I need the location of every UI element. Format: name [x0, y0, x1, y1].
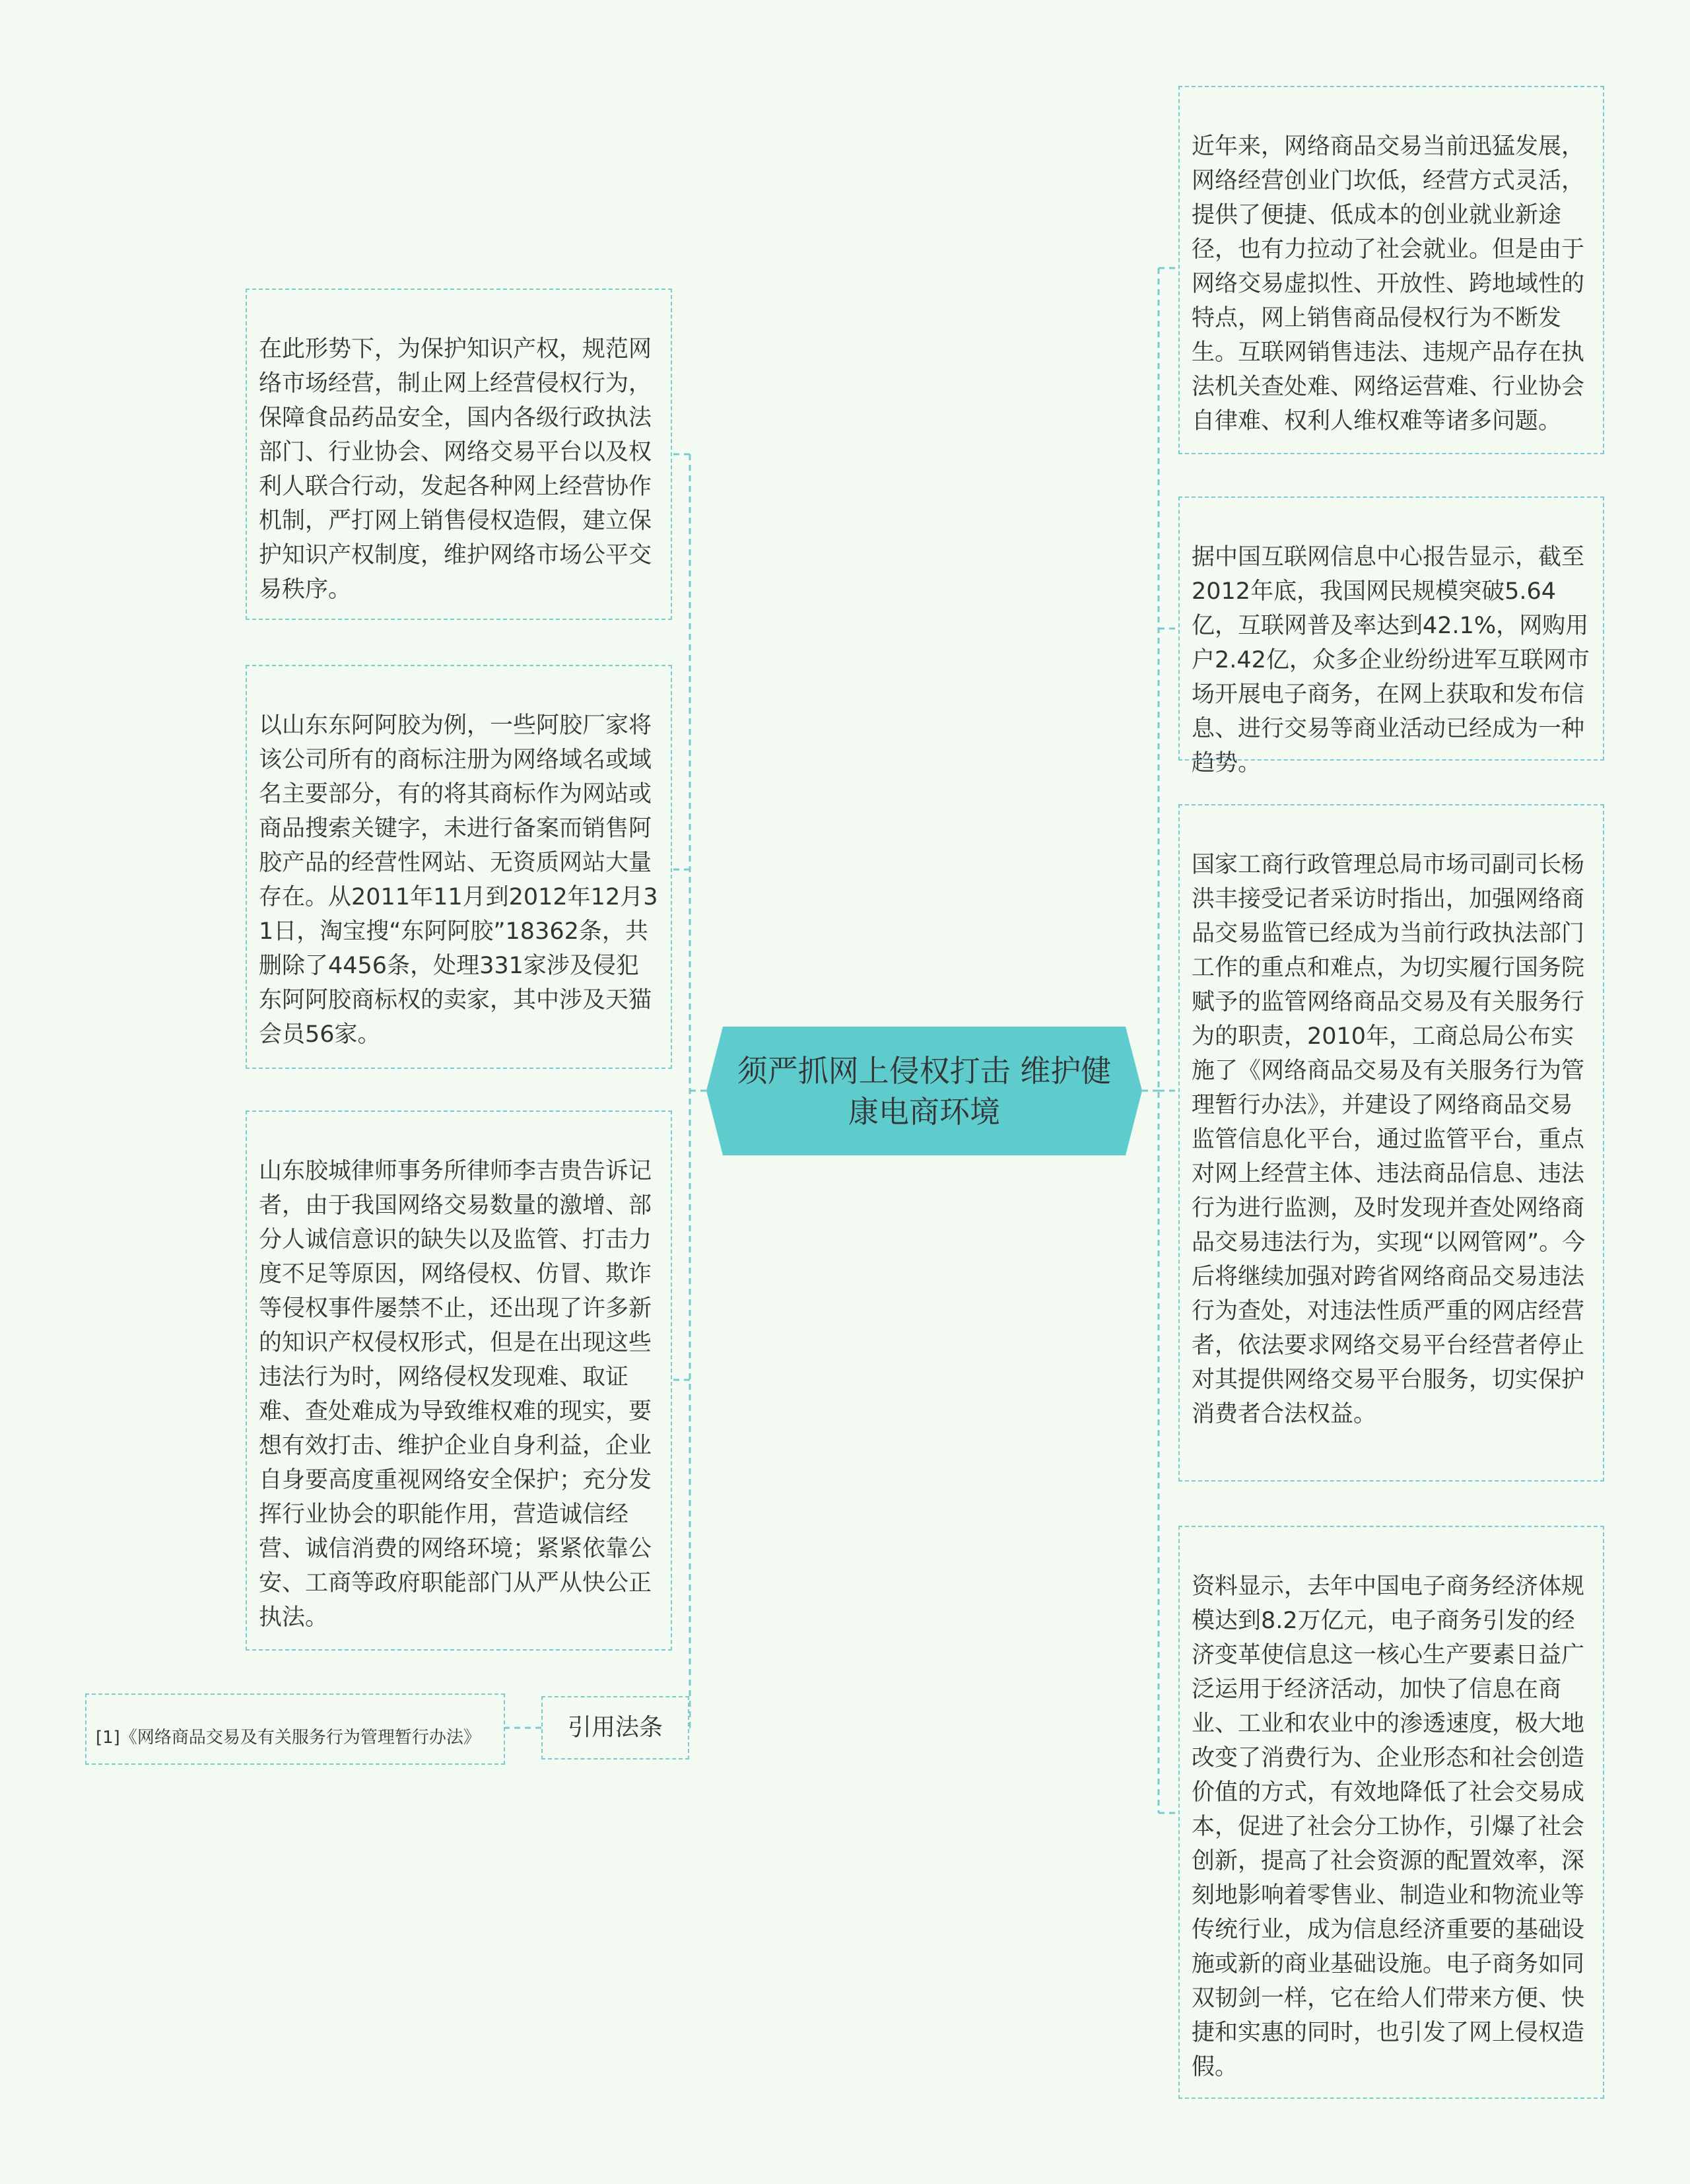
central-topic-label: 须严抓网上侵权打击 维护健康电商环境 — [737, 1052, 1112, 1130]
right-node-2[interactable] — [1178, 496, 1604, 776]
right-node-2-text: 据中国互联网信息中心报告显示，截至2012年底，我国网民规模突破5.64亿，互联网普及率达到42.1%，网购用户2.42亿，众多企业纷纷进军互联网市场开展电子商务，在网上获取和发布信息、进行交易等商业活动已经成为一种趋势。 — [1192, 544, 1590, 776]
citation-reference-node[interactable] — [85, 1693, 505, 1765]
left-trunk-line — [690, 454, 706, 1728]
right-node-3[interactable] — [1178, 804, 1604, 1482]
citation-reference-text: [1]《网络商品交易及有关服务行为管理暂行办法》 — [96, 1728, 481, 1748]
right-trunk-line — [1142, 268, 1159, 1813]
central-topic[interactable] — [706, 1027, 1142, 1155]
left-node-3-text: 山东胶城律师事务所律师李吉贵告诉记者，由于我国网络交易数量的激增、部分人诚信意识的缺失以及监管、打击力度不足等原因，网络侵权、仿冒、欺诈等侵权事件屡禁不止，还出现了许多新的知识产权侵权形式，但是在出现这些违法行为时，网络侵权发现难、取证难、查处难成为导致维权难的现实，要想有效打击、维护企业自身利益，企业自身要高度重视网络安全保护；充分发挥行业协会的职能作用，营造诚信经营、诚信消费的网络环境；紧紧依靠公安、工商等政府职能部门从严从快公正执法。 — [259, 1158, 652, 1631]
right-node-1-text: 近年来，网络商品交易当前迅猛发展，网络经营创业门坎低，经营方式灵活，提供了便捷、低成本的创业就业新途径，也有力拉动了社会就业。但是由于网络交易虚拟性、开放性、跨地域性的特点，网上销售商品侵权行为不断发生。互联网销售违法、违规产品存在执法机关查处难、网络运营难、行业协会自律难、权利人维权难等诸多问题。 — [1192, 133, 1585, 434]
right-node-3-text: 国家工商行政管理总局市场司副司长杨洪丰接受记者采访时指出，加强网络商品交易监管已经成为当前行政执法部门工作的重点和难点，为切实履行国务院赋予的监管网络商品交易及有关服务行为的职责，2010年，工商总局公布实施了《网络商品交易及有关服务行为管理暂行办法》，并建设了网络商品交易监管信息化平台，通过监管平台，重点对网上经营主体、违法商品信息、违法行为进行监测，及时发现并查处网络商品交易违法行为，实现“以网管网”。今后将继续加强对跨省网络商品交易违法行为查处，对违法性质严重的网店经营者，依法要求网络交易平台经营者停止对其提供网络交易平台服务，切实保护消费者合法权益。 — [1192, 852, 1586, 1427]
right-node-1[interactable] — [1178, 86, 1604, 454]
left-node-2[interactable] — [246, 665, 672, 1069]
right-node-4-text: 资料显示，去年中国电子商务经济体规模达到8.2万亿元，电子商务引发的经济变革使信息这一核心生产要素日益广泛运用于经济活动，加快了信息在商业、工业和农业中的渗透速度，极大地改变了消费行为、企业形态和社会创造价值的方式，有效地降低了社会交易成本，促进了社会分工协作，引爆了社会创新，提高了社会资源的配置效率，深刻地影响着零售业、制造业和物流业等传统行业，成为信息经济重要的基础设施或新的商业基础设施。电子商务如同双韧剑一样，它在给人们带来方便、快捷和实惠的同时，也引发了网上侵权造假。 — [1192, 1573, 1585, 2080]
left-node-2-text: 以山东东阿阿胶为例，一些阿胶厂家将该公司所有的商标注册为网络域名或域名主要部分，有的将其商标作为网站或商品搜索关键字，未进行备案而销售阿胶产品的经营性网站、无资质网站大量存在。从2011年11月到2012年12月31日，淘宝搜“东阿阿胶”18362条，共删除了4456条，处理331家涉及侵犯东阿阿胶商标权的卖家，其中涉及天猫会员56家。 — [259, 712, 658, 1048]
left-node-1[interactable] — [246, 289, 672, 620]
left-node-3[interactable] — [246, 1110, 672, 1651]
left-node-1-text: 在此形势下，为保护知识产权，规范网络市场经营，制止网上经营侵权行为，保障食品药品安全，国内各级行政执法部门、行业协会、网络交易平台以及权利人联合行动，发起各种网上经营协作机制，严打网上销售侵权造假，建立保护知识产权制度，维护网络市场公平交易秩序。 — [259, 336, 652, 603]
citation-label-node[interactable] — [541, 1696, 689, 1759]
citation-label-text: 引用法条 — [567, 1714, 663, 1741]
right-node-4[interactable] — [1178, 1526, 1604, 2099]
